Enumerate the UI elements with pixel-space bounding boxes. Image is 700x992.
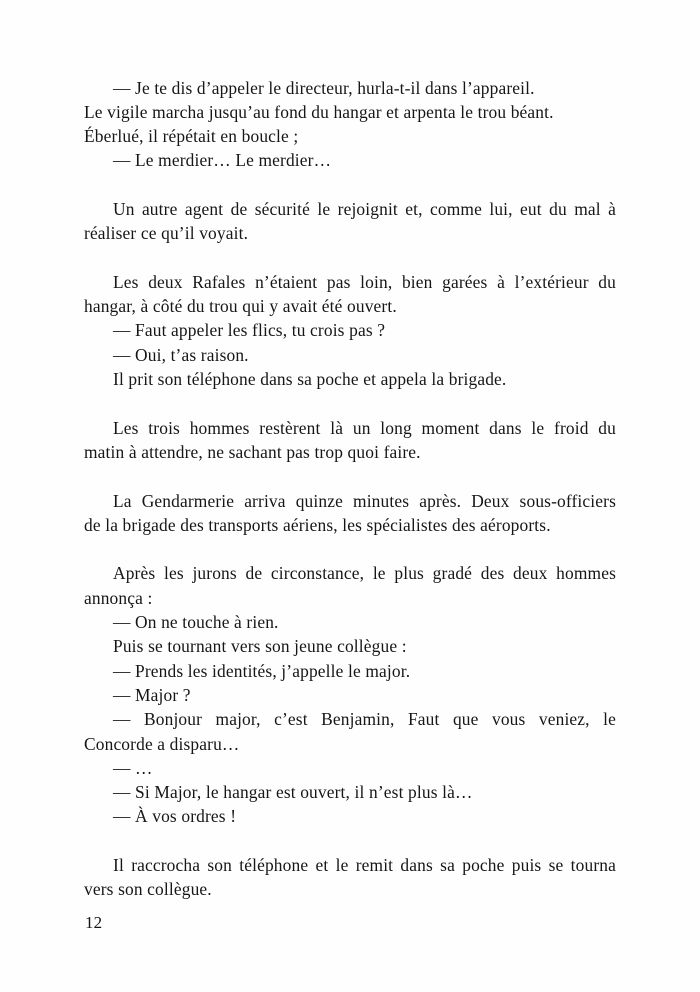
text-line: — Prends les identités, j’appelle le major. (113, 660, 411, 681)
text-line: — Faut appeler les flics, tu crois pas ? (113, 320, 386, 341)
text-line: Concorde a disparu… (84, 733, 240, 754)
text-line: — À vos ordres ! (113, 806, 237, 827)
text-line: de la brigade des transports aériens, les spécialistes des aéroports. (84, 514, 551, 535)
text-line: — Je te dis d’appeler le directeur, hurla-t-il dans l’appareil. (113, 77, 535, 98)
text-line: Un autre agent de sécurité le rejoignit et, comme lui, eut du mal à (113, 198, 616, 219)
text-line: vers son collègue. (84, 879, 212, 900)
paragraph (84, 197, 616, 246)
paragraph (84, 416, 616, 465)
text-line: Le vigile marcha jusqu’au fond du hangar et arpenta le trou béant. (84, 101, 554, 122)
text-line: — Le merdier… Le merdier… (113, 150, 332, 171)
text-line: Il raccrocha son téléphone et le remit dans sa poche puis se tourna (113, 855, 616, 875)
text-column (84, 76, 616, 902)
text-line: réaliser ce qu’il voyait. (84, 223, 249, 244)
text-line: — On ne touche à rien. (113, 612, 279, 633)
paragraph (84, 853, 616, 902)
text-line: Les deux Rafales n’étaient pas loin, bien garées à l’extérieur du (113, 271, 616, 292)
text-line: Éberlué, il répétait en boucle ; (84, 126, 299, 147)
paragraph (84, 489, 616, 538)
text-line: — Major ? (113, 684, 191, 705)
text-line: — … (113, 757, 153, 778)
text-line: — Si Major, le hangar est ouvert, il n’est plus là… (113, 782, 473, 803)
text-line: hangar, à côté du trou qui y avait été ouvert. (84, 296, 397, 317)
paragraph (84, 76, 616, 173)
page-number: 12 (85, 912, 103, 932)
text-line: matin à attendre, ne sachant pas trop quoi faire. (84, 441, 421, 462)
text-line: Les trois hommes restèrent là un long moment dans le froid du (113, 417, 616, 438)
text-line: — Bonjour major, c’est Benjamin, Faut que vous veniez, le (113, 709, 616, 730)
paragraph (84, 561, 616, 828)
text-line: Il prit son téléphone dans sa poche et appela la brigade. (113, 369, 507, 390)
text-line: Après les jurons de circonstance, le plus gradé des deux hommes (113, 563, 616, 584)
text-line: annonça : (84, 587, 153, 608)
text-line: La Gendarmerie arriva quinze minutes après. Deux sous-officiers (113, 490, 616, 511)
paragraph (84, 270, 616, 391)
text-line: — Oui, t’as raison. (113, 344, 249, 365)
text-line: Puis se tournant vers son jeune collègue : (113, 636, 407, 657)
